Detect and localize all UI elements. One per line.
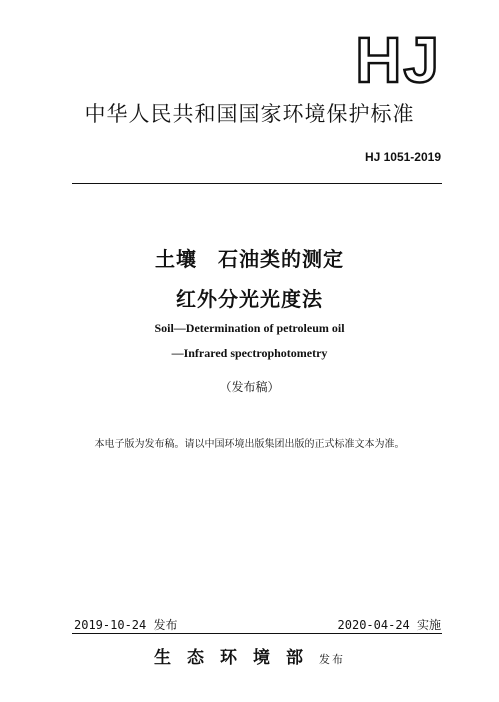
agency-title: 中华人民共和国国家环境保护标准 [84, 102, 415, 126]
title-cn-line1: 土壤 石油类的测定 [155, 247, 344, 271]
top-divider [72, 183, 442, 184]
title-en-line1: Soil—Determination of petroleum oil [154, 321, 345, 335]
release-date: 2019-10-24 发布 [74, 618, 178, 632]
electronic-version-note: 本电子版为发布稿。请以中国环境出版集团出版的正式标准文本为准。 [94, 439, 405, 450]
title-cn-line2: 红外分光光度法 [176, 287, 323, 311]
publisher-line [0, 643, 499, 668]
publisher-verb: 发布 [319, 653, 345, 666]
bottom-divider [72, 633, 442, 634]
draft-status: （发布稿） [219, 380, 280, 394]
hj-logo: HJ [355, 24, 441, 96]
publisher-name: 生态环境部 [154, 648, 319, 668]
implement-date: 2020-04-24 实施 [337, 618, 441, 632]
standard-number: HJ 1051-2019 [364, 150, 441, 164]
title-en-line2: —Infrared spectrophotometry [171, 346, 328, 360]
